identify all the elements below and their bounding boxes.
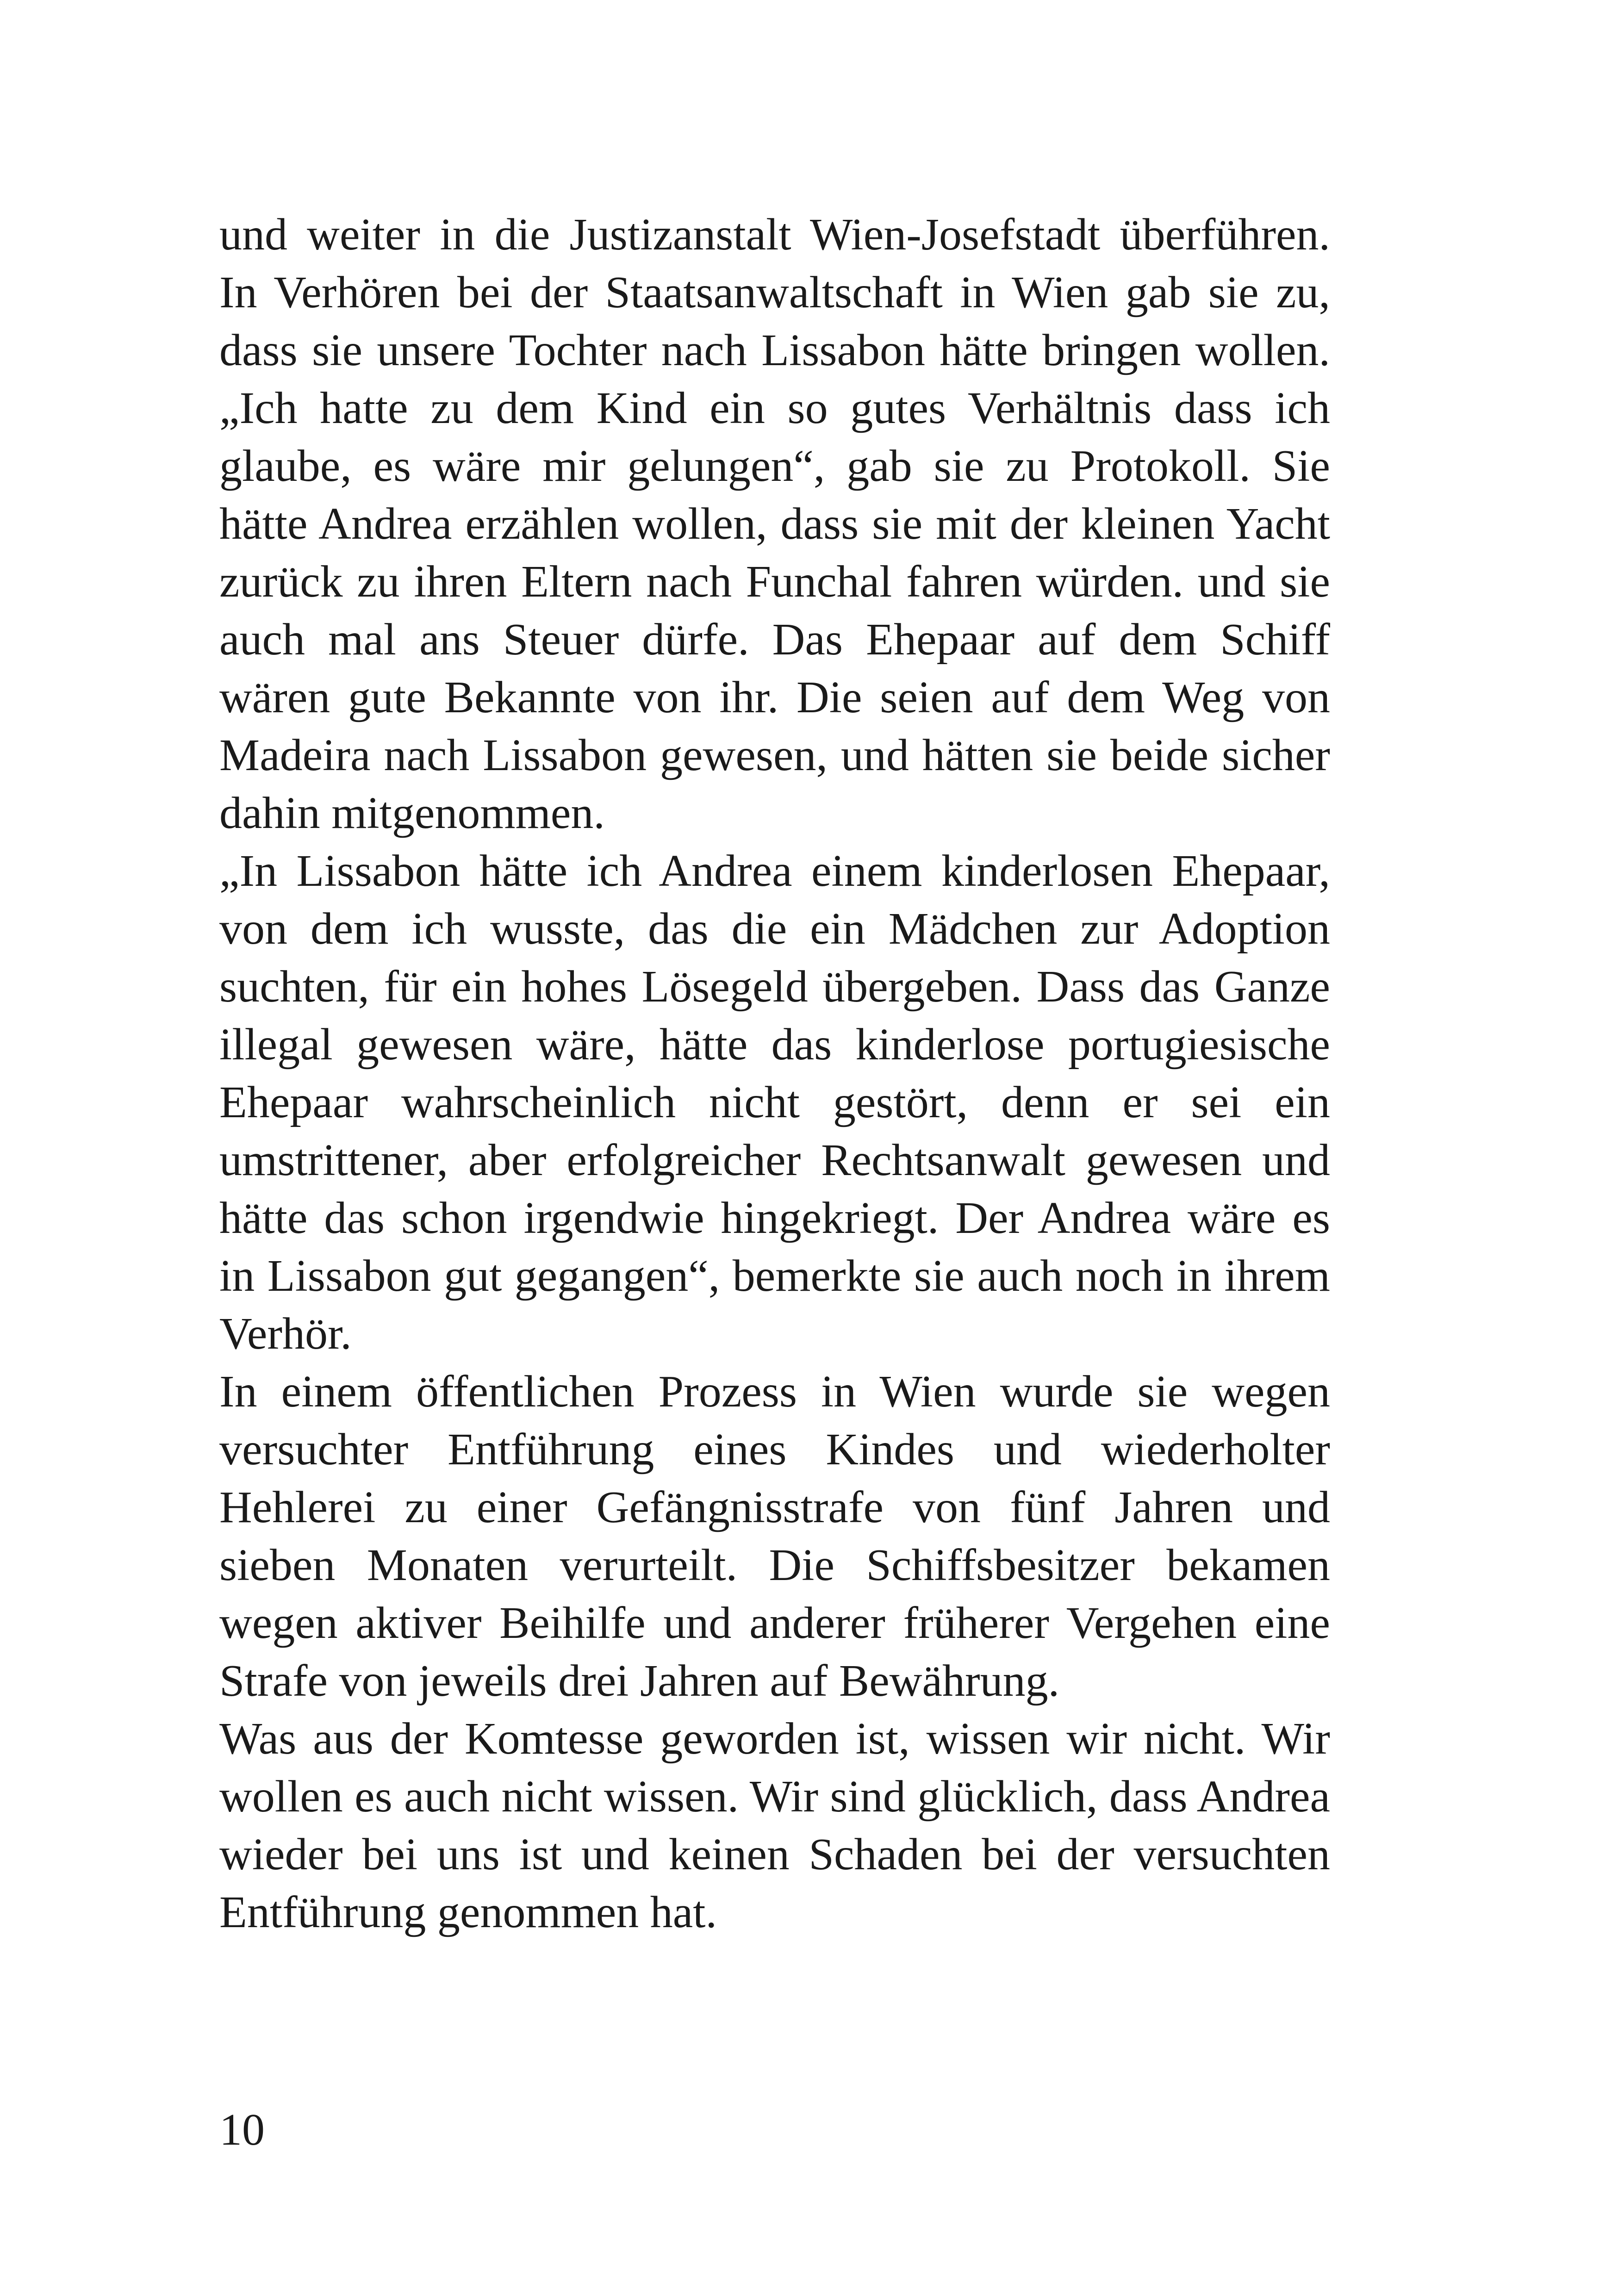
page-number: 10 [219, 2105, 265, 2155]
body-text [219, 206, 1330, 1941]
paragraph-3: In einem öffentlichen Prozess in Wien wurde sie wegen versuchter Entführung eines Kindes und wiederholter Hehlerei zu einer Gefängnisstrafe von fünf Jahren und sieben Monaten verurteilt. Die Schiffsbesitzer bekamen wegen aktiver Beihilfe und anderer früherer Vergehen eine Strafe von jeweils drei Jahren auf Bewährung. [219, 1367, 1330, 1706]
paragraph-4: Was aus der Komtesse geworden ist, wissen wir nicht. Wir wollen es auch nicht wissen. Wir sind glücklich, dass Andrea wieder bei uns ist und keinen Schaden bei der versuchten Entführung genommen hat. [219, 1714, 1330, 1937]
paragraph-1: und weiter in die Justizanstalt Wien-Josefstadt überführen. In Verhören bei der Staatsanwaltschaft in Wien gab sie zu, dass sie unsere Tochter nach Lissabon hätte bringen wollen. „Ich hatte zu dem Kind ein so gutes Verhältnis dass ich glaube, es wäre mir gelungen“, gab sie zu Protokoll. Sie hätte Andrea erzählen wollen, dass sie mit der kleinen Yacht zurück zu ihren Eltern nach Funchal fahren würden. und sie auch mal ans Steuer dürfe. Das Ehepaar auf dem Schiff wären gute Bekannte von ihr. Die seien auf dem Weg von Madeira nach Lissabon gewesen, und hätten sie beide sicher dahin mitgenommen. [219, 210, 1330, 838]
paragraph-2: „In Lissabon hätte ich Andrea einem kinderlosen Ehepaar, von dem ich wusste, das die ein Mädchen zur Adoption suchten, für ein hohes Lösegeld übergeben. Dass das Ganze illegal gewesen wäre, hätte das kinderlose portugiesische Ehepaar wahrscheinlich nicht gestört, denn er sei ein umstrittener, aber erfolgreicher Rechtsanwalt gewesen und hätte das schon irgendwie hingekriegt. Der Andrea wäre es in Lissabon gut gegangen“, bemerkte sie auch noch in ihrem Verhör. [219, 846, 1330, 1359]
